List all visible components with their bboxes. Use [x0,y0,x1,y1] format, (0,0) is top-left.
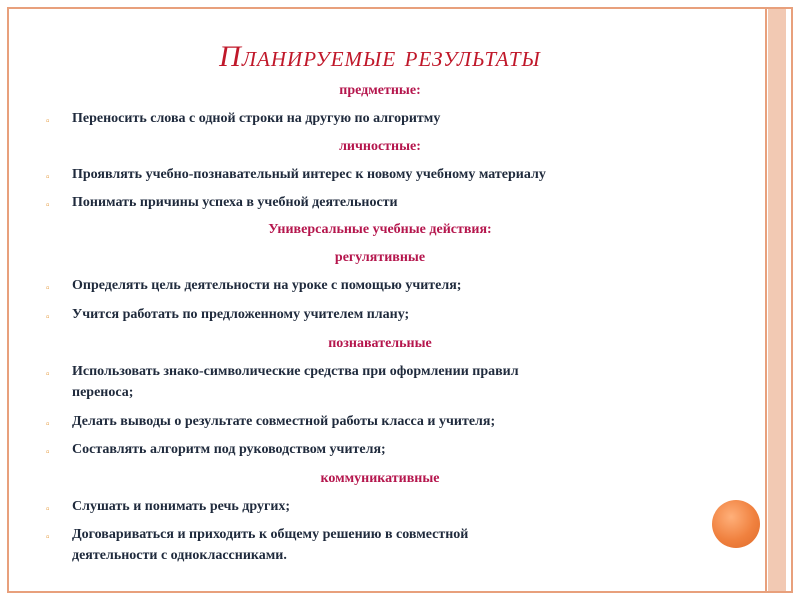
list-item: Понимать причины успеха в учебной деятельности [72,195,398,210]
bullet-icon: ▫ [46,419,50,430]
list-item: Составлять алгоритм под руководством учителя; [72,442,386,457]
section-cognitive: познавательные [328,336,432,351]
bullet-icon: ▫ [46,447,50,458]
bullet-icon: ▫ [46,532,50,543]
section-subject: предметные: [339,83,421,98]
frame-accent-band [768,9,786,591]
bullet-icon: ▫ [46,283,50,294]
list-item: Слушать и понимать речь других; [72,499,291,514]
list-item: Договариваться и приходить к общему решению в совместной [72,527,469,542]
section-universal: Универсальные учебные действия: [268,222,492,237]
section-personal: личностные: [339,139,421,154]
list-item-continuation: переноса; [72,385,134,400]
list-item: Проявлять учебно-познавательный интерес к новому учебному материалу [72,167,546,182]
section-regulatory: регулятивные [334,250,426,265]
bullet-icon: ▫ [46,200,50,211]
bullet-icon: ▫ [46,116,50,127]
list-item: Использовать знако-символические средства при оформлении правил [72,364,519,379]
list-item: Учится работать по предложенному учителем плану; [72,307,410,322]
frame-accent-line [765,9,767,591]
bullet-icon: ▫ [46,504,50,515]
list-item: Делать выводы о результате совместной работы класса и учителя; [72,414,496,429]
list-item-continuation: деятельности с одноклассниками. [72,548,287,563]
bullet-icon: ▫ [46,172,50,183]
decorative-circle [712,500,760,548]
bullet-icon: ▫ [46,369,50,380]
section-communicative: коммуникативные [320,471,440,486]
list-item: Переносить слова с одной строки на другую по алгоритму [72,111,441,126]
bullet-icon: ▫ [46,312,50,323]
slide-title: Планируемые результаты [219,40,541,73]
list-item: Определять цель деятельности на уроке с помощью учителя; [72,278,462,293]
